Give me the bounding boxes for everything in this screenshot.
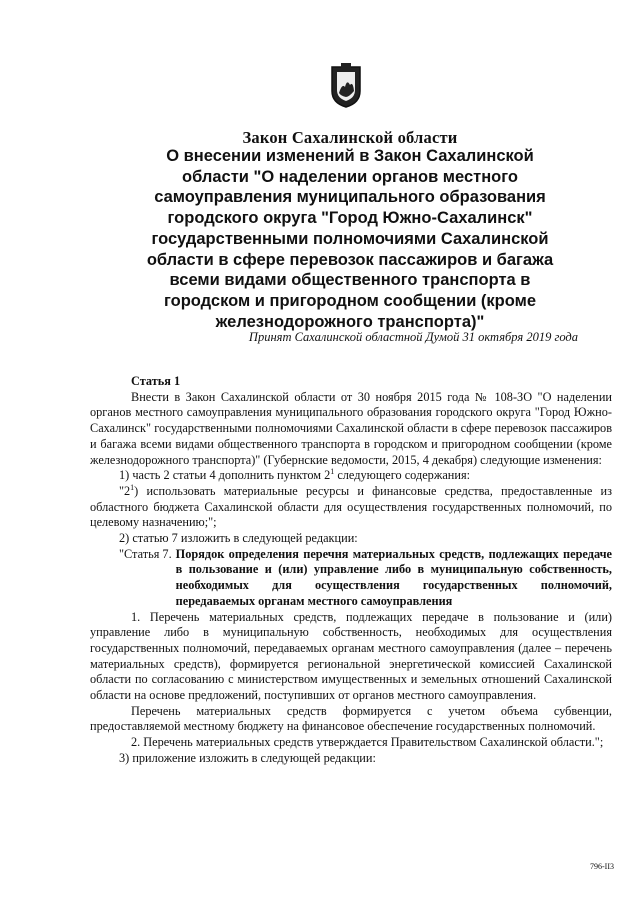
subject-line: самоуправления муниципального образования	[154, 188, 546, 207]
law-subject	[70, 146, 630, 332]
item-3: 3) приложение изложить в следующей редакции:	[119, 750, 376, 765]
document-body	[90, 374, 612, 767]
item-1: 1) часть 2 статьи 4 дополнить пунктом $2^1$ следующего содержания:	[119, 467, 471, 483]
subject-line: железнодорожного транспорта)"	[215, 312, 485, 331]
law-title: Закон Сахалинской области	[242, 128, 458, 147]
adoption-note: Принят Сахалинской областной Думой 31 октября 2019 года	[248, 330, 578, 344]
article-7-label: "Статья 7.	[119, 546, 172, 561]
subject-line: области "О наделении органов местного	[182, 167, 518, 186]
quote-1: "$2^1$) использовать материальные ресурсы и финансовые средства, предоставленные из областного бюджета Сахалинской области для осуществления государственных полномочий, по целевому назначению;";	[90, 482, 612, 530]
article-7-title: Порядок определения перечня материальных средств, подлежащих передаче в пользование и (или) управление либо в муниципальную собственность, необходимых для осуществления государственных полномочий, передаваемых органам местного самоуправления	[175, 546, 612, 608]
article-7-heading	[90, 547, 612, 610]
article-intro: Внести в Закон Сахалинской области от 30 ноября 2015 года № 108-ЗО "О наделении органов местного самоуправления муниципального образования городского округа "Город Южно-Сахалинск" государственными полномочиями Сахалинской области в сфере перевозок пассажиров и багажа всеми видами общественного транспорта в городском и пригородном сообщении (кроме железнодорожного транспорта)" (Губернские ведомости, 2015, 4 декабря) следующие изменения:	[90, 389, 612, 467]
paragraph-3: 2. Перечень материальных средств утверждается Правительством Сахалинской области.";	[131, 735, 604, 750]
paragraph-1: 1. Перечень материальных средств, подлежащих передаче в пользование и (или) управление либо в муниципальную собственность, необходимых для осуществления государственных полномочий, передаваемых органам местного самоуправления (далее – перечень материальных средств), формируется региональной энергетической комиссией Сахалинской области по согласованию с министерством имущественных и земельных отношений Сахалинской области на основе предложений, поступивших от органов местного самоуправления.	[90, 609, 612, 703]
subject-line: городском и пригородном сообщении (кроме	[163, 291, 536, 310]
subject-line: государственными полномочиями Сахалинской	[151, 229, 549, 248]
subject-line: всеми видами общественного транспорта в	[169, 271, 531, 290]
page-code: 796-II3	[590, 862, 614, 871]
subject-line: области в сфере перевозок пассажиров и багажа	[146, 250, 554, 269]
paragraph-2: Перечень материальных средств формируется с учетом объема субвенции, предоставляемой местному бюджету на финансовое обеспечение государственных полномочий.	[90, 703, 612, 734]
subject-line: О внесении изменений в Закон Сахалинской	[166, 147, 534, 165]
coat-of-arms-icon	[329, 63, 363, 109]
subject-line: городского округа "Город Южно-Сахалинск"	[167, 209, 533, 228]
article-heading: Статья 1	[131, 374, 181, 388]
item-2: 2) статью 7 изложить в следующей редакции:	[119, 531, 358, 546]
